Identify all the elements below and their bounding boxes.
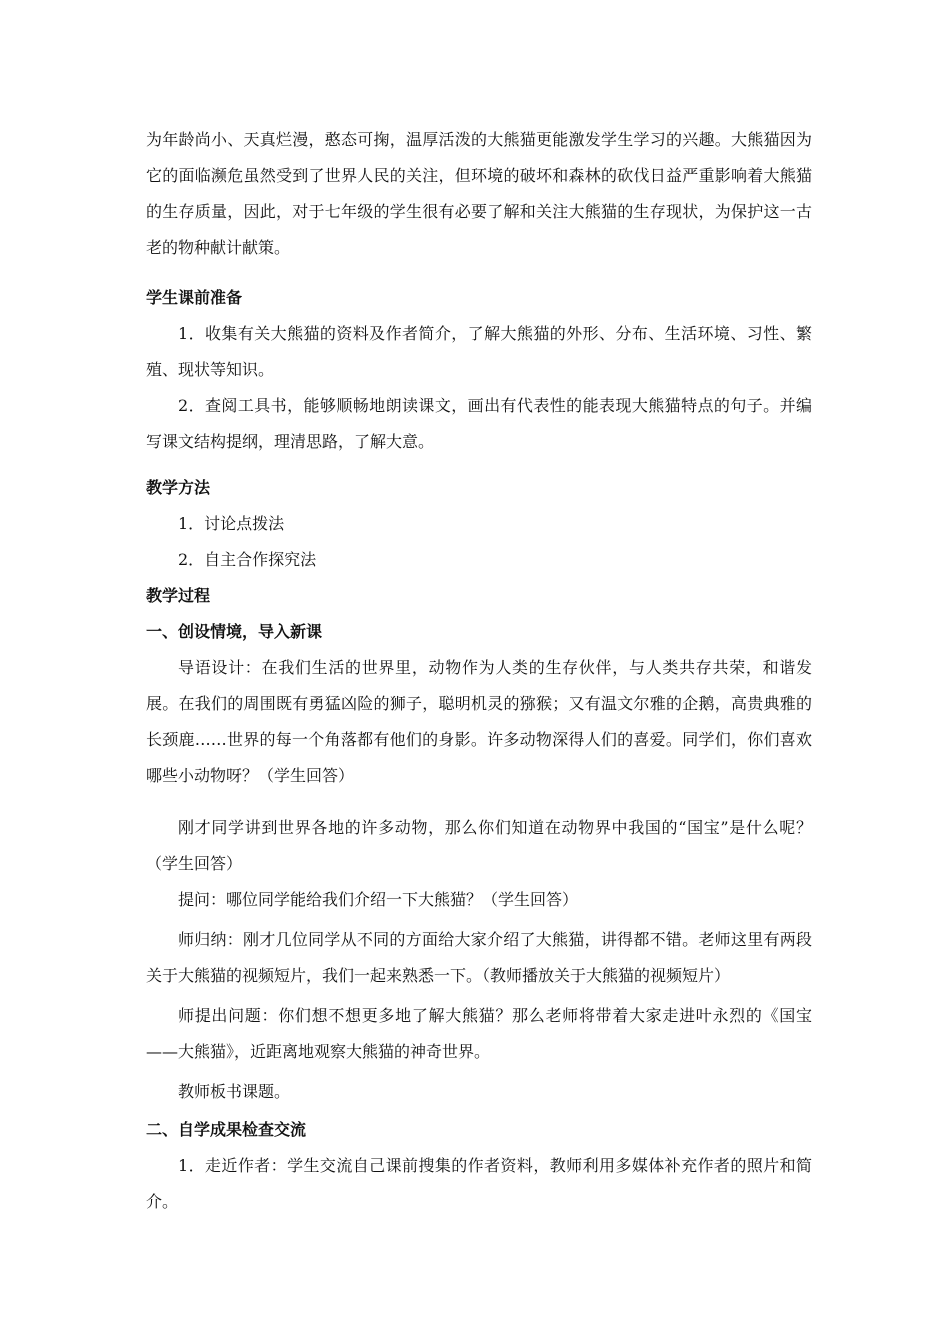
heading-teaching-method: 教学方法 — [146, 478, 211, 497]
preparation-item-1: 1．收集有关大熊猫的资料及作者简介，了解大熊猫的外形、分布、生活环境、习性、繁殖、现状等知识。 — [146, 324, 812, 379]
section-two-paragraph-1: 1．走近作者：学生交流自己课前搜集的作者资料，教师利用多媒体补充作者的照片和简介。 — [146, 1156, 812, 1211]
section-one-paragraph-1: 导语设计：在我们生活的世界里，动物作为人类的生存伙伴，与人类共存共荣，和谐发展。在我们的周围既有勇猛凶险的狮子，聪明机灵的猕猴；又有温文尔雅的企鹅，高贵典雅的长颈鹿……世界的每一个角落都有他们的身影。许多动物深得人们的喜爱。同学们，你们喜欢哪些小动物呀？（学生回答） — [146, 658, 812, 785]
method-item-1: 1．讨论点拨法 — [178, 514, 285, 533]
preparation-item-2: 2．查阅工具书，能够顺畅地朗读课文，画出有代表性的能表现大熊猫特点的句子。并编写课文结构提纲，理清思路，了解大意。 — [146, 396, 812, 451]
method-item-2: 2．自主合作探究法 — [178, 550, 317, 569]
heading-student-preparation: 学生课前准备 — [146, 288, 243, 307]
section-one-paragraph-6: 教师板书课题。 — [178, 1082, 291, 1101]
heading-teaching-process: 教学过程 — [146, 586, 211, 605]
heading-section-one: 一、创设情境，导入新课 — [146, 622, 323, 641]
heading-section-two: 二、自学成果检查交流 — [146, 1120, 307, 1139]
section-one-paragraph-4: 师归纳：刚才几位同学从不同的方面给大家介绍了大熊猫，讲得都不错。老师这里有两段关于大熊猫的视频短片，我们一起来熟悉一下。（教师播放关于大熊猫的视频短片） — [146, 930, 812, 985]
section-one-paragraph-3: 提问：哪位同学能给我们介绍一下大熊猫？（学生回答） — [178, 890, 579, 909]
section-one-paragraph-2: 刚才同学讲到世界各地的许多动物，那么你们知道在动物界中我国的“国宝”是什么呢？（学生回答） — [146, 818, 812, 873]
intro-paragraph: 为年龄尚小、天真烂漫，憨态可掬，温厚活泼的大熊猫更能激发学生学习的兴趣。大熊猫因为它的面临濒危虽然受到了世界人民的关注，但环境的破坏和森林的砍伐日益严重影响着大熊猫的生存质量，因此，对于七年级的学生很有必要了解和关注大熊猫的生存现状，为保护这一古老的物种献计献策。 — [146, 130, 812, 257]
section-one-paragraph-5: 师提出问题：你们想不想更多地了解大熊猫？那么老师将带着大家走进叶永烈的《国宝——大熊猫》，近距离地观察大熊猫的神奇世界。 — [146, 1006, 812, 1061]
